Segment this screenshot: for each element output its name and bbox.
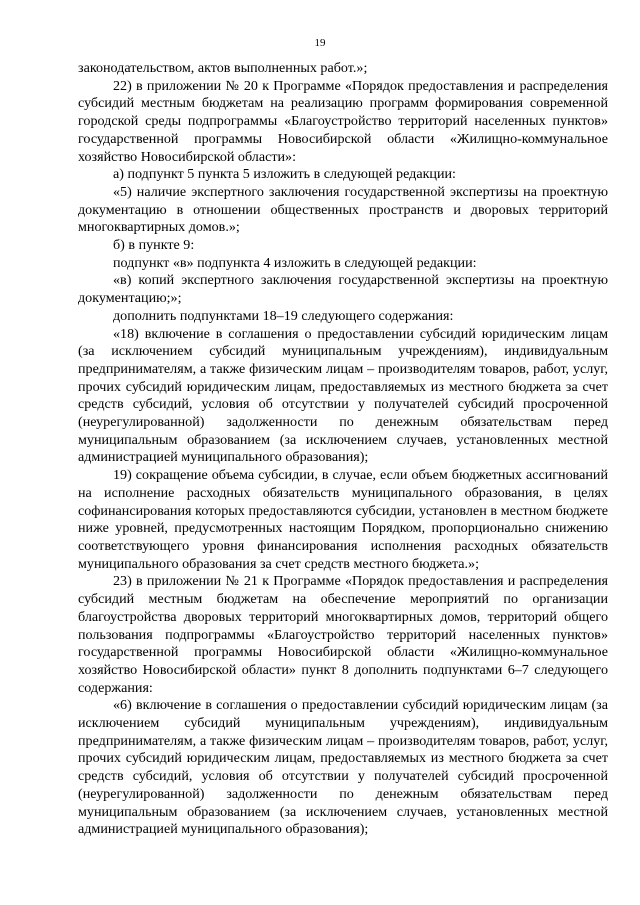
paragraph: «в) копий экспертного заключения государственной экспертизы на проектную документацию;»;: [78, 272, 608, 307]
paragraph: «18) включение в соглашения о предоставлении субсидий юридическим лицам (за исключением субсидий муниципальным учреждениям), индивидуальным предпринимателям, а также физическим лицам – производителям товаров, работ, услуг, прочих субсидий юридическим лицам, предоставляемых из местного бюджета за счет средств субсидий, условия об отсутствии у получателей субсидий просроченной (неурегулированной) задолженности по денежным обязательствам перед муниципальным образованием (за исключением случаев, установленных местной администрацией муниципального образования);: [78, 325, 608, 466]
paragraph: «5) наличие экспертного заключения государственной экспертизы на проектную документацию в отношении общественных пространств и дворовых территорий многоквартирных домов.»;: [78, 183, 608, 236]
paragraph: законодательством, актов выполненных работ.»;: [78, 60, 368, 76]
paragraph: а) подпункт 5 пункта 5 изложить в следующей редакции:: [113, 166, 456, 183]
paragraph: «6) включение в соглашения о предоставлении субсидий юридическим лицам (за исключением субсидий муниципальным учреждениям), индивидуальным предпринимателям, а также физическим лицам – производителям товаров, работ, услуг, прочих субсидий юридическим лицам, предоставляемых из местного бюджета за счет средств субсидий, условия об отсутствии у получателей субсидий просроченной (неурегулированной) задолженности по денежным обязательствам перед муниципальным образованием (за исключением случаев, установленных местной администрацией муниципального образования);: [78, 697, 608, 838]
paragraph: б) в пункте 9:: [113, 237, 195, 254]
paragraph: 23) в приложении № 21 к Программе «Порядок предоставления и распределения субсидий местным бюджетам на обеспечение мероприятий по организации благоустройства дворовых территорий многоквартирных домов, территорий общего пользования подпрограммы «Благоустройство территорий населенных пунктов» государственной программы Новосибирской области «Жилищно-коммунальное хозяйство Новосибирской области» пункт 8 дополнить подпунктами 6–7 следующего содержания:: [78, 573, 608, 696]
paragraph: подпункт «в» подпункта 4 изложить в следующей редакции:: [113, 254, 477, 271]
page-number: 19: [314, 37, 326, 49]
paragraph: 22) в приложении № 20 к Программе «Порядок предоставления и распределения субсидий местным бюджетам на реализацию программ формирования современной городской среды подпрограммы «Благоустройство территорий населенных пунктов» государственной программы Новосибирской области «Жилищно-коммунальное хозяйство Новосибирской области»:: [78, 77, 608, 165]
paragraph: 19) сокращение объема субсидии, в случае, если объем бюджетных ассигнований на исполнение расходных обязательств муниципального образования, в целях софинансирования которых предоставляются субсидии, установлен в местном бюджете ниже уровней, предусмотренных настоящим Порядком, пропорционально снижению соответствующего уровня финансирования исполнения расходных обязательств муниципального образования за счет средств местного бюджета.»;: [78, 467, 608, 572]
document-body: [78, 60, 608, 839]
paragraph: дополнить подпунктами 18–19 следующего содержания:: [113, 307, 454, 324]
